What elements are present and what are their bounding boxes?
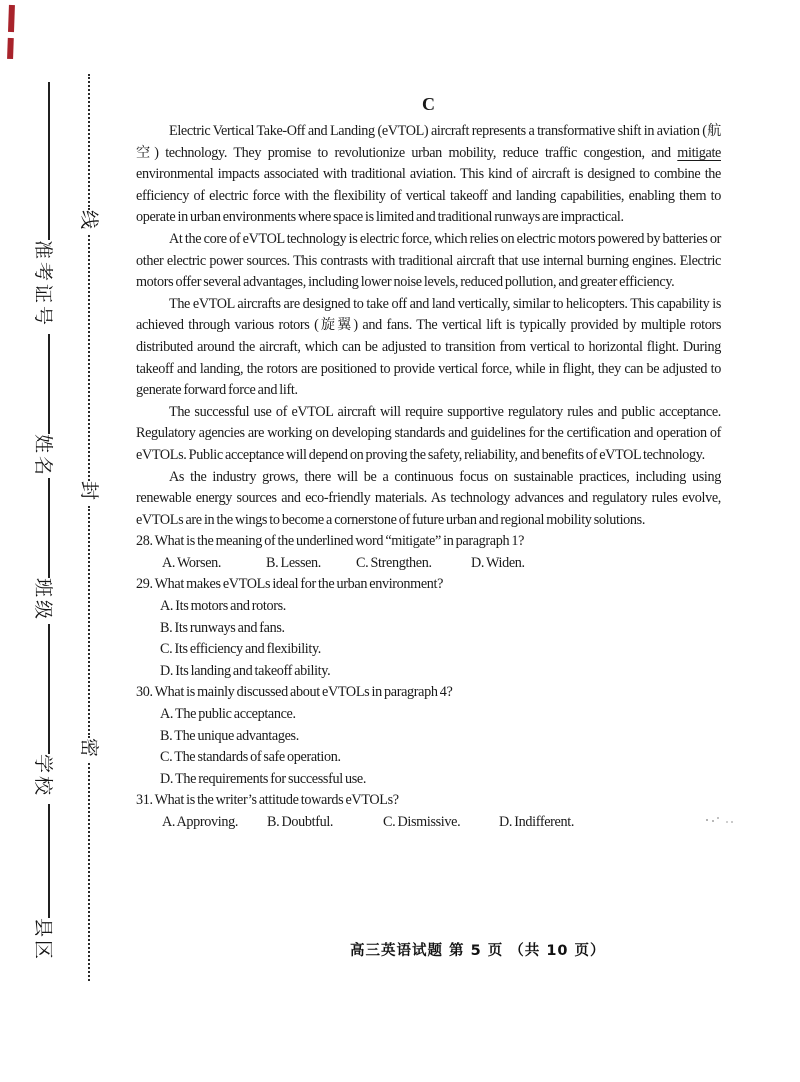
question-28	[136, 531, 721, 574]
question-30-options	[136, 704, 721, 790]
question-text: What is the writer’s attitude towards eVTOLs?	[154, 792, 399, 809]
paragraph-1-text-after: environmental impacts associated with traditional aviation. This kind of aircraft is designed to combine the efficiency of electric force with the flexibility of vertical takeoff and landing capabilities, enabling them to operate in urban environments where space is limited and traditional runways are impractical.	[136, 166, 721, 226]
question-text: What makes eVTOLs ideal for the urban environment?	[154, 576, 444, 593]
seal-label-exam-number: 准考证号	[32, 240, 54, 329]
question-30-stem	[136, 682, 721, 704]
seal-margin-label-column	[32, 82, 62, 963]
option-c: C. Dismissive.	[383, 814, 461, 830]
corner-red-mark	[7, 5, 17, 59]
option-c: C. Strengthen.	[356, 554, 432, 571]
passage-paragraph-2: At the core of eVTOL technology is electric force, which relies on electric motors powered by batteries or other electric power sources. This contrasts with traditional aircraft that use internal burning engines. Electric motors offer several advantages, including lower noise levels, reduced pollution, and greater efficiency.	[136, 230, 721, 291]
option-b: B. The unique advantages.	[160, 727, 299, 744]
seal-label-district: 县区	[32, 918, 54, 963]
question-31-stem	[136, 790, 721, 812]
option-d: D. Its landing and takeoff ability.	[160, 662, 331, 679]
question-31-options	[136, 812, 721, 834]
question-text: What is mainly discussed about eVTOLs in paragraph 4?	[154, 684, 453, 701]
option-d: D. The requirements for successful use.	[160, 770, 367, 787]
corner-red-mark-bar	[8, 5, 15, 32]
corner-red-mark-bar	[7, 38, 14, 59]
section-label-c: C	[422, 94, 435, 114]
fill-in-line	[48, 804, 50, 918]
seal-char-secret: 密	[78, 738, 100, 758]
option-a: A. The public acceptance.	[160, 706, 296, 723]
option-c: C. The standards of safe operation.	[160, 749, 341, 766]
seal-dotted-line-column	[80, 74, 98, 981]
underlined-word-mitigate: mitigate	[677, 144, 721, 161]
option-a: A. Worsen.	[162, 554, 222, 571]
question-28-stem	[136, 531, 721, 553]
question-text: What is the meaning of the underlined word “mitigate” in paragraph 1?	[154, 533, 525, 550]
seal-dotted-line-segment	[88, 74, 90, 210]
option-d: D. Widen.	[471, 554, 525, 571]
seal-char-line: 线	[78, 210, 100, 230]
fill-in-line	[48, 334, 50, 434]
paragraph-1-text-before: Electric Vertical Take-Off and Landing (eVTOL) aircraft represents a transformative shift in aviation (航空) technology. They promise to revolutionize urban mobility, reduce traffic congestion, and	[136, 123, 721, 161]
seal-dotted-line-segment	[88, 235, 90, 481]
fill-in-line	[48, 478, 50, 578]
question-number: 31.	[136, 792, 153, 809]
seal-label-class: 班级	[32, 578, 54, 623]
question-number: 29.	[136, 576, 153, 593]
question-block	[136, 531, 721, 833]
seal-label-name: 姓名	[32, 434, 54, 479]
question-28-options	[136, 553, 721, 575]
reading-passage-c	[136, 121, 721, 834]
question-29-options	[136, 596, 721, 682]
option-b: B. Lessen.	[266, 554, 322, 571]
question-30	[136, 682, 721, 790]
option-b: B. Doubtful.	[267, 814, 334, 830]
option-a: A. Its motors and rotors.	[160, 598, 286, 615]
option-a: A. Approving.	[162, 814, 239, 830]
fill-in-line	[48, 82, 50, 240]
page-footer: 高三英语试题 第 5 页 （共 10 页）	[350, 943, 606, 959]
scan-artifact	[706, 819, 708, 821]
question-29	[136, 574, 721, 682]
passage-paragraph-3: The eVTOL aircrafts are designed to take off and land vertically, similar to helicopters. This capability is achieved through various rotors (旋翼) and fans. The vertical lift is typically provided by multiple rotors distributed around the aircraft, which can be adjusted to transition from vertical to horizontal flight. During takeoff and landing, the rotors are positioned to provide vertical force, while in flight, they can be adjusted to generate forward force and lift.	[136, 295, 721, 399]
passage-paragraph-4: The successful use of eVTOL aircraft will require supportive regulatory rules and public acceptance. Regulatory agencies are working on developing standards and guidelines for the certification and operation of eVTOLs. Public acceptance will depend on proving the safety, reliability, and benefits of eVTOL technology.	[136, 403, 721, 463]
option-c: C. Its efficiency and flexibility.	[160, 641, 321, 658]
option-b: B. Its runways and fans.	[160, 619, 285, 636]
seal-dotted-line-segment	[88, 763, 90, 981]
seal-char-seal: 封	[78, 481, 100, 501]
seal-dotted-line-segment	[88, 506, 90, 738]
option-d: D. Indifferent.	[499, 814, 575, 830]
passage-paragraph-1	[136, 121, 721, 229]
question-29-stem	[136, 574, 721, 596]
passage-paragraph-5: As the industry grows, there will be a continuous focus on sustainable practices, including using renewable energy sources and eco-friendly materials. As technology advances and regulatory rules evolve, eVTOLs are in the wings to become a cornerstone of future urban and regional mobility solutions.	[136, 468, 721, 528]
question-number: 30.	[136, 684, 153, 701]
seal-label-school: 学校	[32, 754, 54, 799]
fill-in-line	[48, 624, 50, 754]
question-31	[136, 790, 721, 833]
question-number: 28.	[136, 533, 153, 550]
